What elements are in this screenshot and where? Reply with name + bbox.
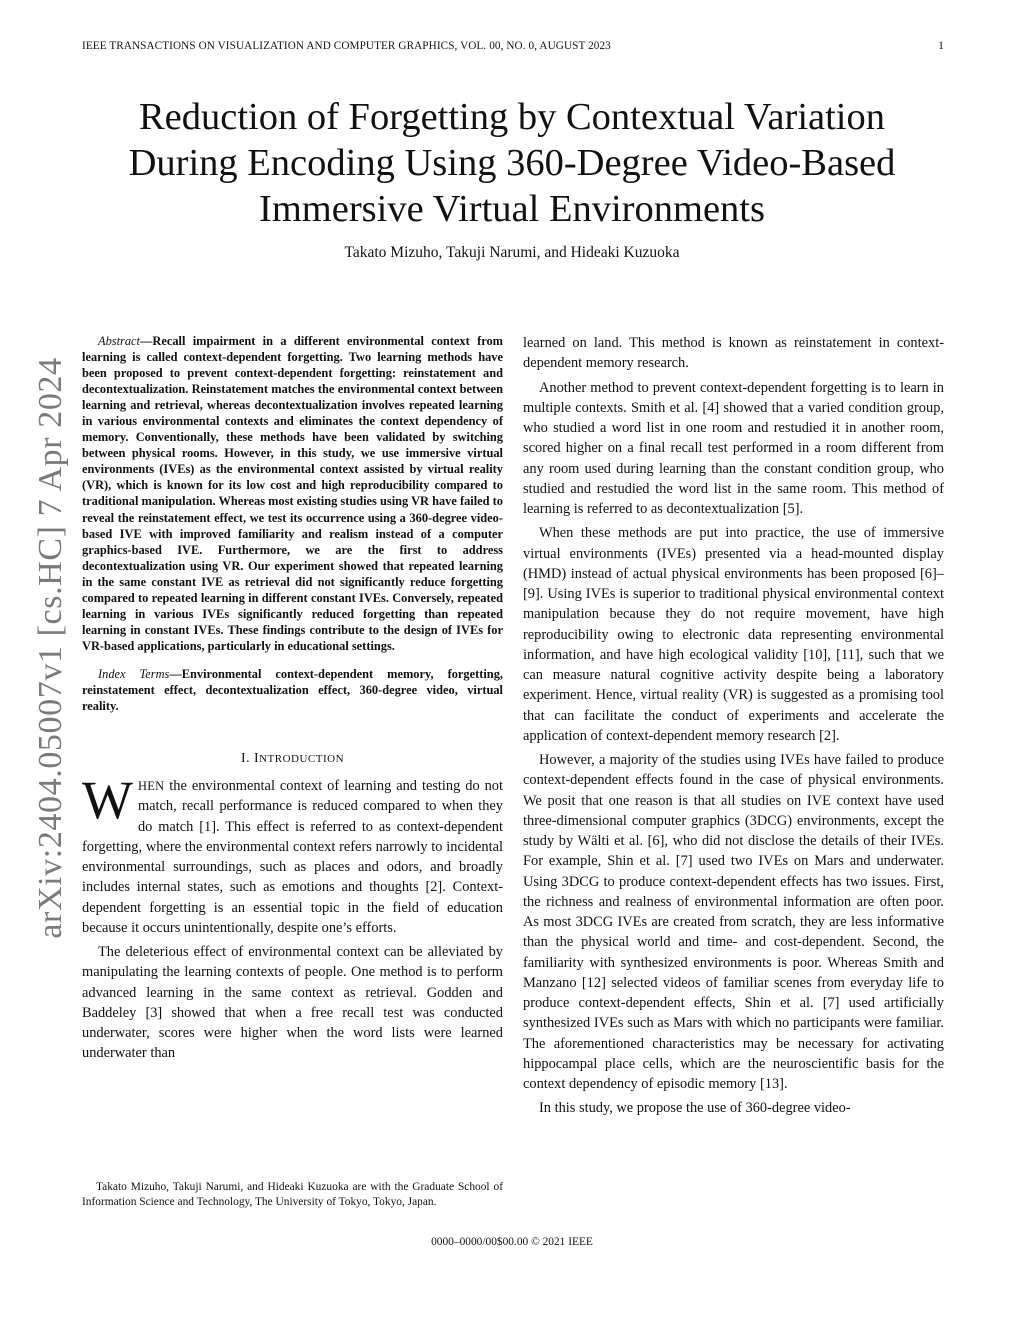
- body-paragraph: learned on land. This method is known as reinstatement in context-dependent memory research.: [523, 335, 944, 372]
- drop-cap: W: [82, 770, 133, 831]
- body-paragraph: Another method to prevent context-dependent forgetting is to learn in multiple contexts. Smith et al. [4] showed that a varied condition group, who studied a word list in one room and restudied it in another room, scored higher on a final recall test performed in a room different from any room used during learning than the constant condition group, who studied and restudied the word list in the same room. This method of learning is referred to as decontextualization [5].: [523, 379, 944, 517]
- section-title-initial: I: [253, 750, 260, 766]
- index-terms: [82, 666, 503, 714]
- section-title-rest: NTRODUCTION: [259, 753, 345, 766]
- copyright-notice: 0000–0000/00$00.00 © 2021 IEEE: [431, 1236, 593, 1248]
- intro-paragraph-text: the environmental context of learning and testing do not match, recall performance is reduced compared to when they do match [1]. This effect is referred to as context-dependent forgetting, where the environmental context refers narrowly to incidental environmental surroundings, such as places and odors, and broadly includes internal states, such as emotions and thoughts [2]. Context-dependent forgetting is an essential topic in the field of education because it occurs unintentionally, despite one’s efforts.: [82, 778, 503, 936]
- section-number: I.: [240, 750, 254, 766]
- title-line: During Encoding Using 360-Degree Video-Based: [128, 142, 896, 184]
- body-paragraph: When these methods are put into practice, the use of immersive virtual environments (IVEs) presented via a head-mounted display (HMD) instead of actual physical environments has been proposed [6]–[9]. Using IVEs is superior to traditional physical environmental context manipulation because they do not require movement, have high reproducibility owing to electronic data representing environmental information, and have high ecological validity [10], [11], such that we can measure natural cognitive activity despite being a laboratory experiment. Hence, virtual reality (VR) is suggested as a promising tool that can facilitate the conduct of experiments and accelerate the application of context-dependent memory research [2].: [523, 525, 944, 744]
- lead-caps: HEN: [137, 779, 165, 794]
- abstract: [82, 333, 503, 654]
- body-paragraph: However, a majority of the studies using IVEs have failed to produce context-dependent effects found in the case of physical environments. We posit that one reason is that all studies on IVE context have used three-dimensional computer graphics (3DCG) environments, except the study by Wälti et al. [6], who did not disclose the details of their IVEs. For example, Shin et al. [7] used two IVEs on Mars and underwater. Using 3DCG to produce context-dependent effects has two issues. First, the richness and realness of environmental information are often poor. As most 3DCG IVEs are created from scratch, they are less informative than the physical world and time- and cost-dependent. Second, the familiarity with synthesized environments is poor. Whereas Smith and Manzano [12] selected videos of familiar scenes from everyday life to produce context-dependent effects, Shin et al. [7] used artificially synthesized IVEs such as Mars with which no participants were familiar. The aforementioned characteristics may be necessary for activating hippocampal place cells, which are the neuroscientific basis for the context dependency of episodic memory [13].: [523, 752, 944, 1092]
- abstract-text: —Recall impairment in a different environmental context from learning is called context-dependent forgetting. Two learning methods have been proposed to prevent context-dependent forgetting: reinstatement and decontextualization. Reinstatement matches the environmental context between learning and retrieval, whereas decontextualization involves repeated learning in various environmental contexts and eliminates the context dependency of memory. Conventionally, these methods have been validated by switching between physical rooms. However, in this study, we use immersive virtual environments (IVEs) as the environmental context assisted by virtual reality (VR), which is known for its low cost and high reproducibility compared to traditional manipulation. Whereas most existing studies using VR have failed to reveal the reinstatement effect, we test its occurrence using a 360-degree video-based IVE with improved familiarity and realism instead of a computer graphics-based IVE. Furthermore, we are the first to address decontextualization using VR. Our experiment showed that repeated learning in the same constant IVE as retrieval did not significantly reduce forgetting compared to repeated learning in different constant IVEs. Conversely, repeated learning in various IVEs significantly reduced forgetting than repeated learning in constant IVEs. These findings contribute to the design of IVEs for VR-based applications, particularly in educational settings.: [82, 334, 503, 653]
- author-list: Takato Mizuho, Takuji Narumi, and Hideaki Kuzuoka: [344, 244, 680, 261]
- page-number: 1: [938, 40, 944, 52]
- right-column: [523, 333, 944, 1123]
- index-terms-label: Index Terms: [98, 666, 170, 681]
- abstract-label: Abstract: [98, 334, 140, 348]
- intro-paragraph: [82, 770, 503, 938]
- index-terms-text: —Environmental context-dependent memory, forgetting, reinstatement effect, decontextualization effect, 360-degree video, virtual reality.: [82, 666, 503, 714]
- paper-title: [60, 94, 964, 232]
- journal-name: IEEE TRANSACTIONS ON VISUALIZATION AND COMPUTER GRAPHICS, VOL. 00, NO. 0, AUGUST 2023: [82, 40, 611, 52]
- title-line: Immersive Virtual Environments: [259, 188, 765, 230]
- body-paragraph: The deleterious effect of environmental context can be alleviated by manipulating the learning contexts of people. One method is to perform advanced learning in the same context as retrieval. Godden and Baddeley [3] showed that when a free recall test was conducted underwater, scores were higher when the word lists were learned underwater than: [82, 944, 503, 1062]
- left-column: [82, 333, 503, 1068]
- arxiv-identifier: arXiv:2404.05007v1 [cs.HC] 7 Apr 2024: [32, 357, 69, 939]
- body-paragraph: In this study, we propose the use of 360-degree video-: [539, 1100, 851, 1117]
- affiliation-footnote: Takato Mizuho, Takuji Narumi, and Hideaki Kuzuoka are with the Graduate School of Information Science and Technology, The University of Tokyo, Tokyo, Japan.: [82, 1181, 503, 1208]
- section-heading: [82, 750, 503, 766]
- title-line: Reduction of Forgetting by Contextual Variation: [138, 96, 886, 138]
